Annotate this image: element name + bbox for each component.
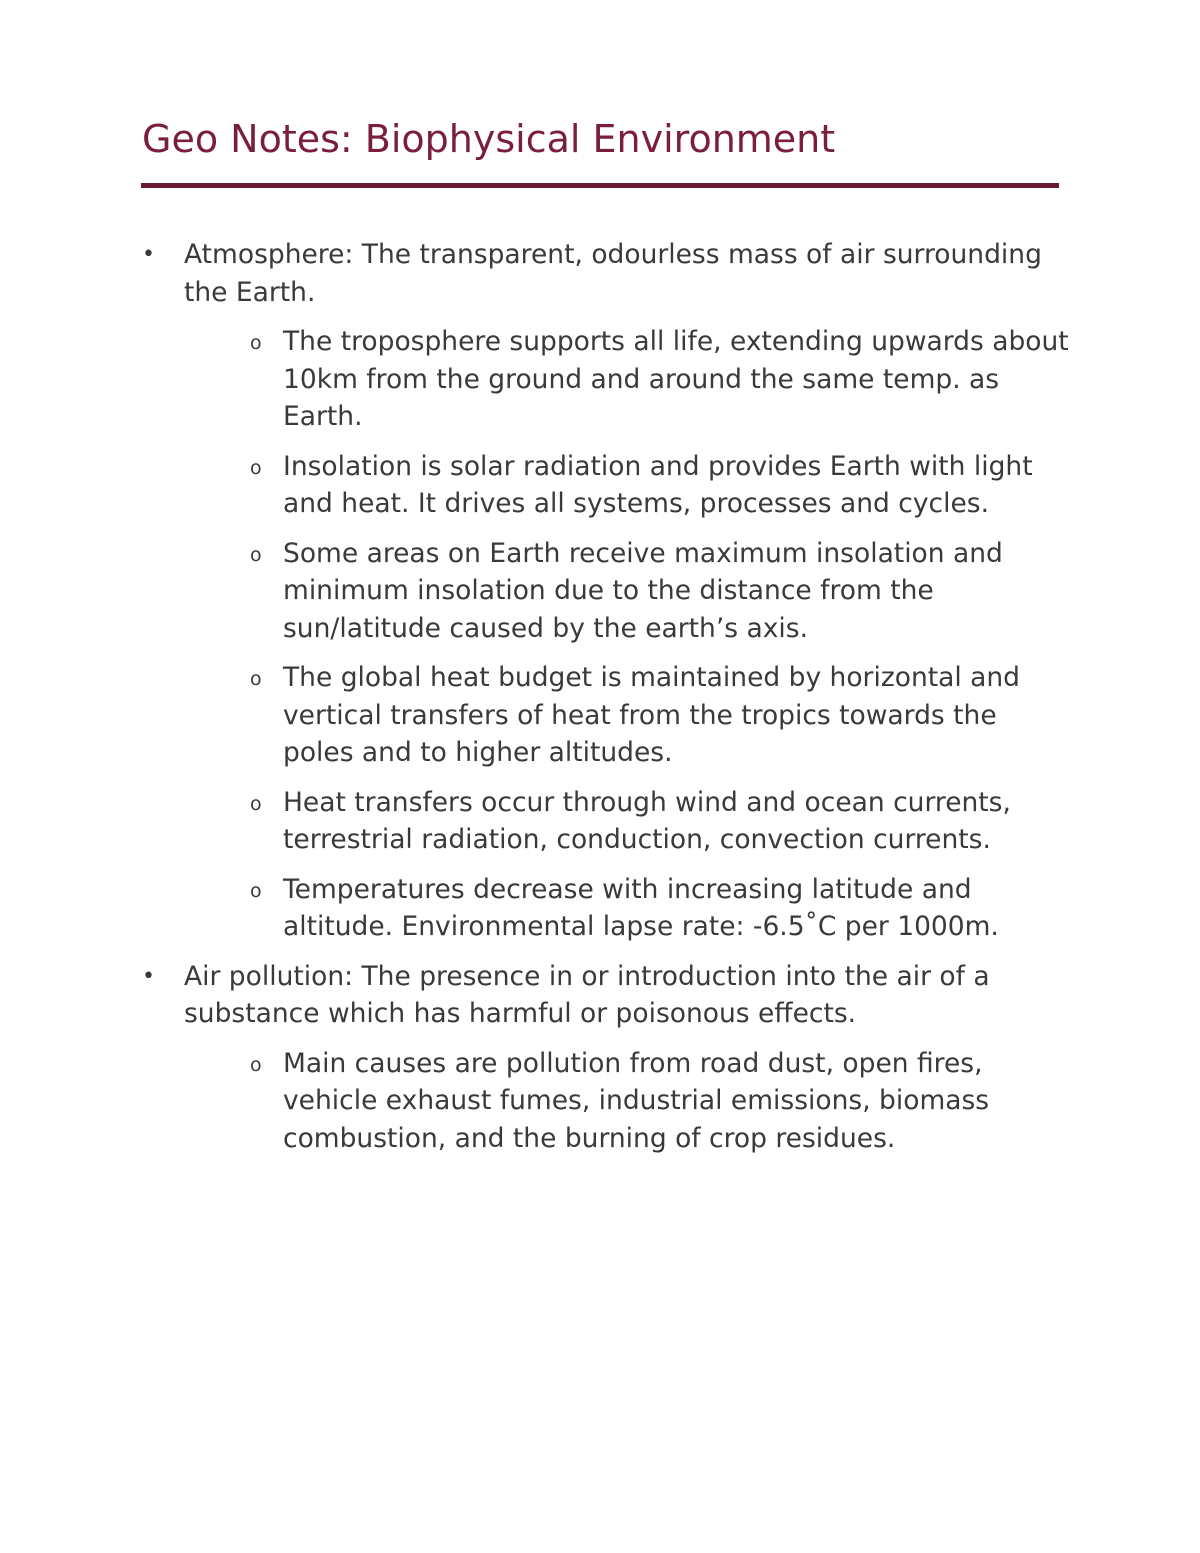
sub-bullet-icon: o <box>250 792 262 815</box>
bullet-list <box>142 236 1072 1157</box>
sub-item <box>184 323 1072 436</box>
sub-item-text: Insolation is solar radiation and provides Earth with light and heat. It drives all systems, processes and cycles. <box>283 450 1033 519</box>
sub-item-text: Temperatures decrease with increasing latitude and altitude. Environmental lapse rate: -6.5˚C per 1000m. <box>283 873 999 942</box>
sub-bullet-icon: o <box>250 456 262 479</box>
sub-item-text: Some areas on Earth receive maximum insolation and minimum insolation due to the distance from the sun/latitude caused by the earth’s axis. <box>283 537 1003 644</box>
sub-item <box>184 659 1072 772</box>
sub-item <box>184 448 1072 523</box>
sub-item <box>184 784 1072 859</box>
sub-bullet-icon: o <box>250 1053 262 1076</box>
sub-item <box>184 535 1072 648</box>
sub-item <box>184 871 1072 946</box>
bullet-item-atmosphere <box>142 236 1072 946</box>
bullet-text: Air pollution: The presence in or introduction into the air of a substance which has harmful or poisonous effects. <box>184 960 990 1029</box>
sub-item <box>184 1045 1072 1158</box>
sub-bullet-icon: o <box>250 543 262 566</box>
sub-list <box>184 1045 1072 1158</box>
sub-item-text: The global heat budget is maintained by horizontal and vertical transfers of heat from the tropics towards the poles and to higher altitudes. <box>283 662 1021 768</box>
sub-item-text: Main causes are pollution from road dust, open fires, vehicle exhaust fumes, industrial emissions, biomass combustion, and the burning of crop residues. <box>283 1047 990 1154</box>
sub-item-text: Heat transfers occur through wind and ocean currents, terrestrial radiation, conduction, convection currents. <box>283 786 1011 855</box>
sub-item-text: The troposphere supports all life, extending upwards about 10km from the ground and around the same temp. as Earth. <box>283 326 1069 432</box>
bullet-icon: • <box>142 242 155 267</box>
sub-bullet-icon: o <box>250 668 262 690</box>
notes-body <box>142 236 1072 1169</box>
bullet-icon: • <box>142 963 155 989</box>
bullet-text: Atmosphere: The transparent, odourless mass of air surrounding the Earth. <box>184 239 1042 308</box>
sub-list <box>184 323 1072 946</box>
page-title: Geo Notes: Biophysical Environment <box>142 117 836 161</box>
title-divider <box>141 183 1059 188</box>
bullet-item-air-pollution <box>142 958 1072 1158</box>
sub-bullet-icon: o <box>250 879 262 902</box>
sub-bullet-icon: o <box>250 332 262 354</box>
